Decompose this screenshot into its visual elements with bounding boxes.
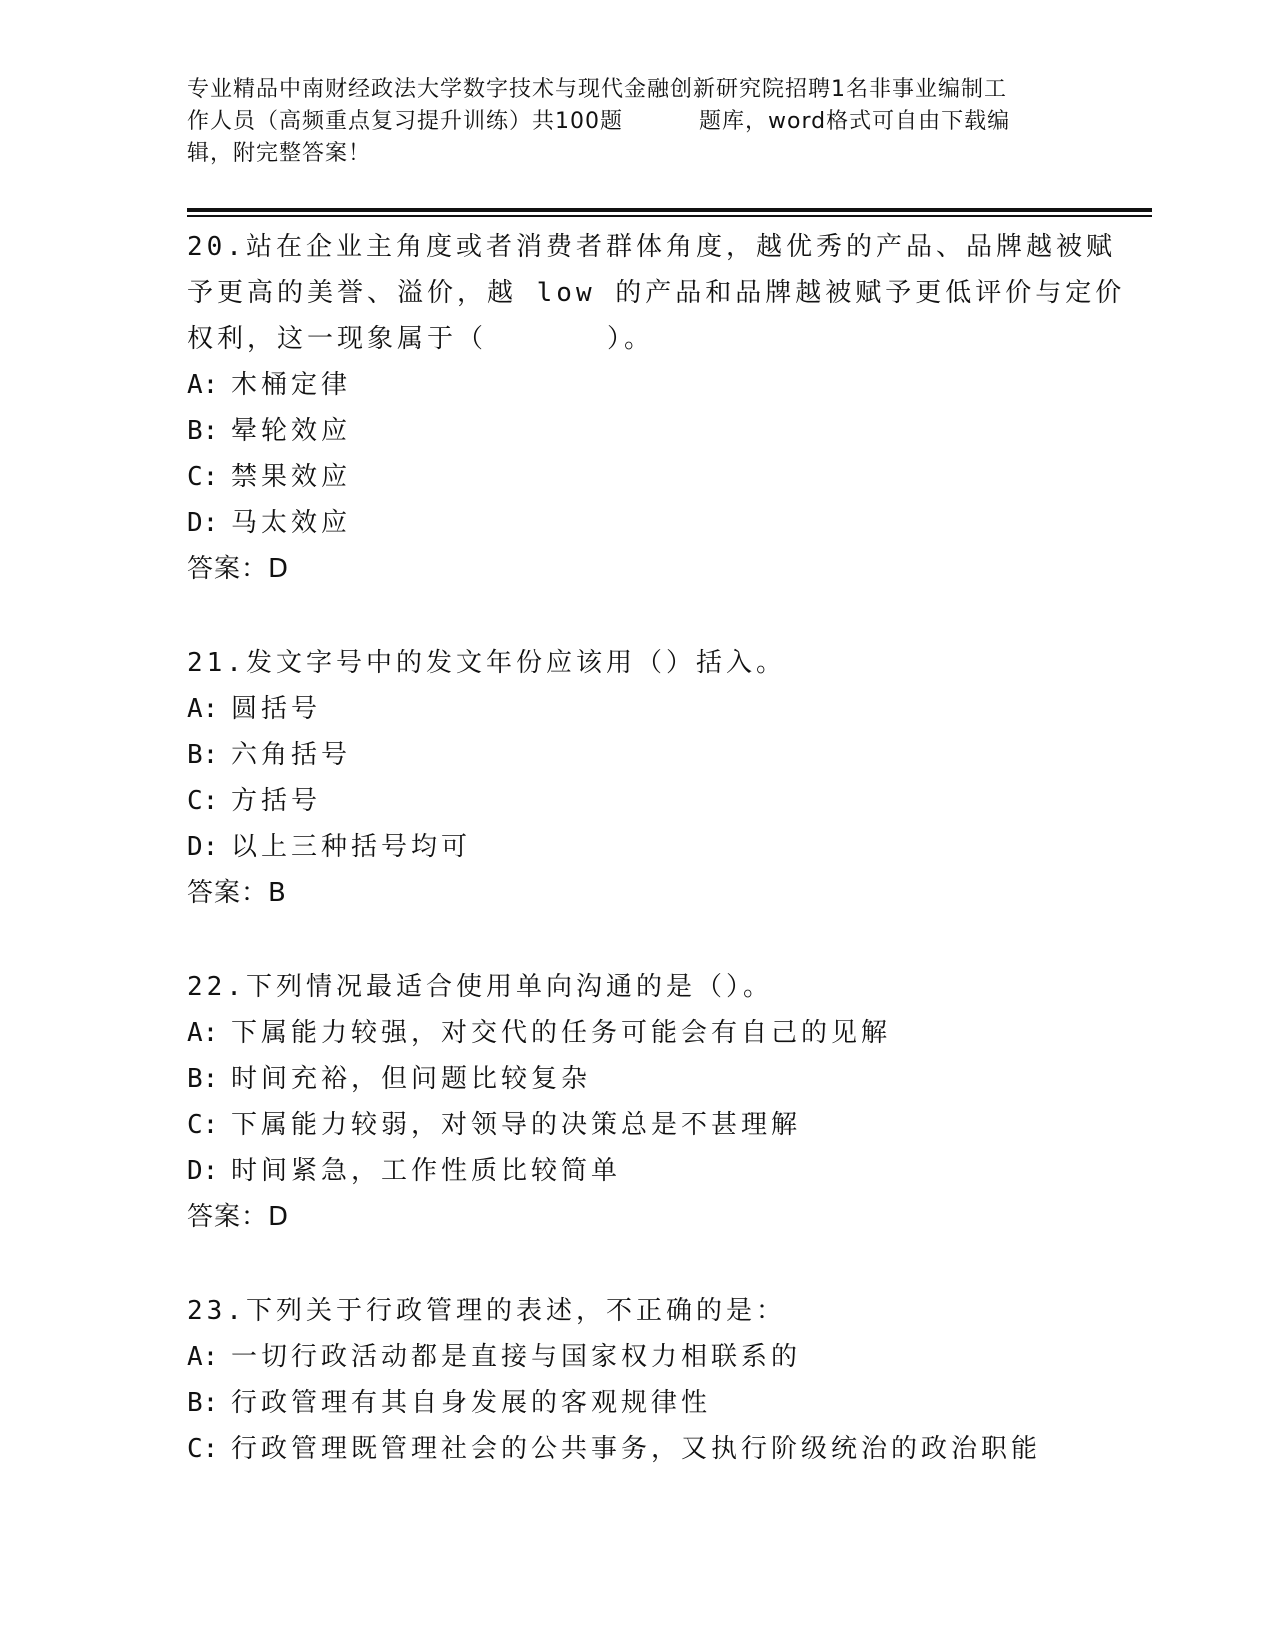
header-divider-thin: [187, 215, 1152, 217]
option-text: 下属能力较弱，对领导的决策总是不甚理解: [231, 1110, 802, 1140]
answer-line: 答案：D: [187, 554, 290, 584]
option-prefix: A:: [187, 1018, 219, 1048]
option-d: [187, 1148, 1087, 1194]
option-b: [187, 1380, 1087, 1426]
option-a: [187, 686, 1087, 732]
option-text: 下属能力较强，对交代的任务可能会有自己的见解: [231, 1018, 892, 1048]
question-text-line: 22.下列情况最适合使用单向沟通的是（）。: [187, 972, 773, 1002]
header-line-2-end: 题库，word格式可自由下载编: [699, 109, 1011, 134]
question-text-line: [187, 316, 1087, 362]
option-d: [187, 824, 1087, 870]
option-text: 以上三种括号均可: [231, 832, 472, 862]
question-20: [187, 224, 1126, 592]
option-text: 时间充裕，但问题比较复杂: [231, 1064, 592, 1094]
question-text-line: 予更高的美誉、溢价，越 low 的产品和品牌越被赋予更低评价与定价: [187, 278, 1126, 308]
question-23: [187, 1288, 1087, 1472]
option-prefix: C:: [187, 1110, 219, 1140]
option-prefix: C:: [187, 786, 219, 816]
option-prefix: A:: [187, 694, 219, 724]
header-line-1: 专业精品中南财经政法大学数字技术与现代金融创新研究院招聘1名非事业编制工: [187, 77, 1007, 102]
option-prefix: D:: [187, 508, 219, 538]
option-text: 一切行政活动都是直接与国家权力相联系的: [231, 1342, 802, 1372]
option-prefix: B:: [187, 740, 219, 770]
header-line-2-start: 作人员（高频重点复习提升训练）共100题: [187, 109, 623, 134]
option-prefix: D:: [187, 1156, 219, 1186]
option-text: 木桶定律: [231, 370, 352, 400]
question-list: [187, 224, 1126, 1520]
option-prefix: A:: [187, 370, 219, 400]
option-prefix: C:: [187, 1434, 219, 1464]
option-b: [187, 732, 1087, 778]
option-prefix: B:: [187, 1064, 219, 1094]
option-text: 禁果效应: [231, 462, 352, 492]
question-text-before-blank: 权利，这一现象属于（: [187, 324, 488, 354]
option-c: [187, 1426, 1087, 1472]
option-text: 六角括号: [231, 740, 352, 770]
option-a: [187, 1334, 1087, 1380]
option-prefix: B:: [187, 1388, 219, 1418]
option-text: 行政管理有其自身发展的客观规律性: [231, 1388, 712, 1418]
option-a: [187, 1010, 1087, 1056]
header-divider-thick: [187, 208, 1152, 212]
document-header: [187, 74, 1087, 170]
option-c: [187, 778, 1087, 824]
question-text-line: 20.站在企业主角度或者消费者群体角度，越优秀的产品、品牌越被赋: [187, 232, 1116, 262]
question-21: [187, 640, 1087, 916]
option-text: 晕轮效应: [231, 416, 352, 446]
option-prefix: B:: [187, 416, 219, 446]
option-text: 马太效应: [231, 508, 352, 538]
option-text: 行政管理既管理社会的公共事务，又执行阶级统治的政治职能: [231, 1434, 1042, 1464]
question-text-line: 21.发文字号中的发文年份应该用（）括入。: [187, 648, 786, 678]
question-text-after-blank: ）。: [607, 324, 655, 354]
option-text: 时间紧急，工作性质比较简单: [231, 1156, 622, 1186]
option-d: [187, 500, 1087, 546]
option-text: 圆括号: [231, 694, 322, 724]
option-c: [187, 454, 1087, 500]
option-b: [187, 1056, 1087, 1102]
option-a: [187, 362, 1087, 408]
option-text: 方括号: [231, 786, 322, 816]
option-c: [187, 1102, 1087, 1148]
header-line-2: [187, 106, 1087, 138]
option-b: [187, 408, 1087, 454]
option-prefix: A:: [187, 1342, 219, 1372]
question-22: [187, 964, 1087, 1240]
question-text-line: 23.下列关于行政管理的表述，不正确的是：: [187, 1296, 786, 1326]
answer-line: 答案：B: [187, 878, 287, 908]
answer-line: 答案：D: [187, 1202, 290, 1232]
option-prefix: D:: [187, 832, 219, 862]
option-prefix: C:: [187, 462, 219, 492]
header-line-3: 辑，附完整答案！: [187, 141, 372, 166]
